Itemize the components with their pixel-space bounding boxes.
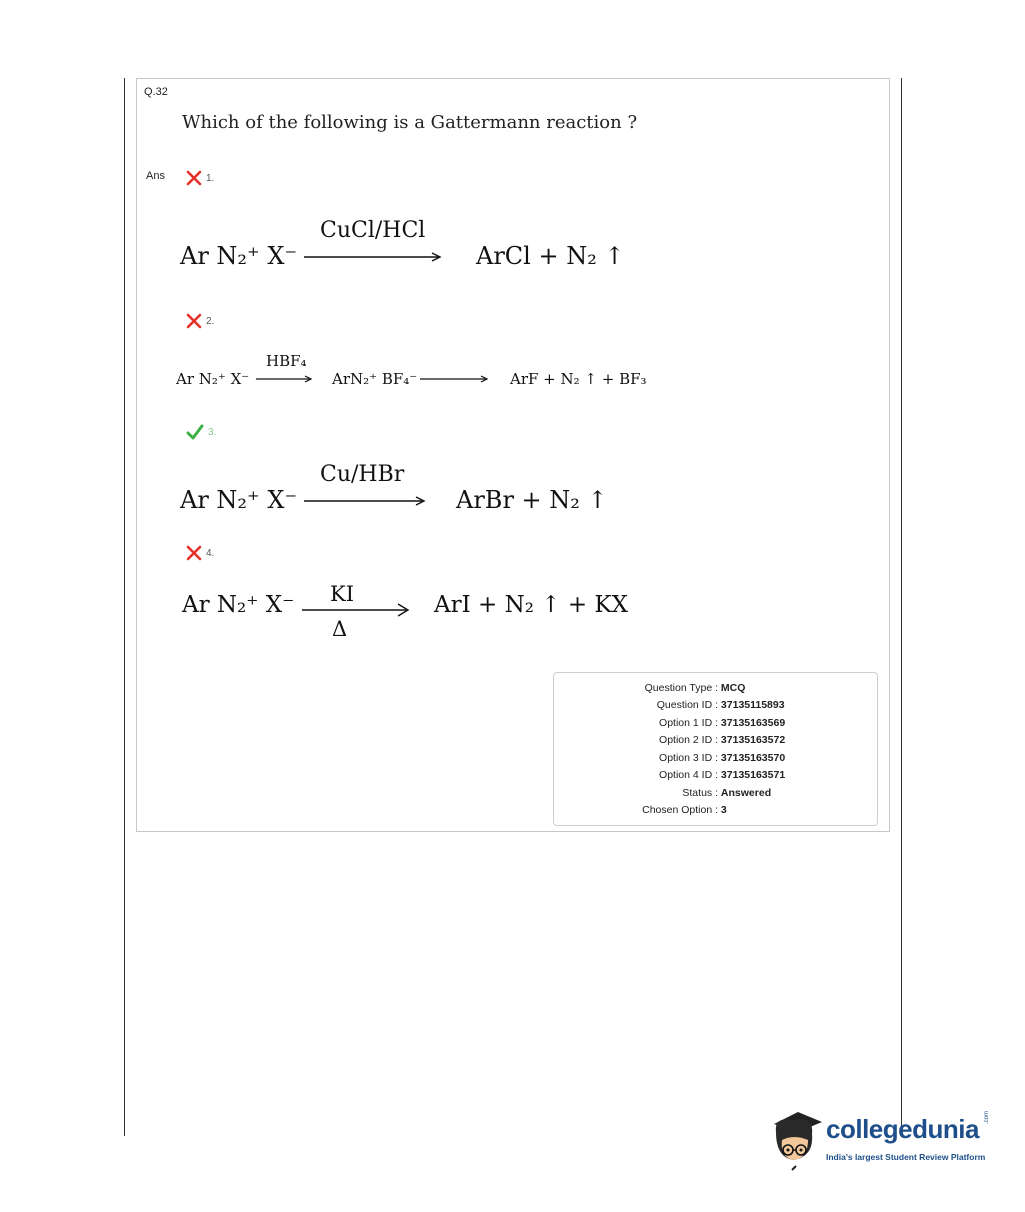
option-1-number: 1. — [206, 172, 215, 184]
check-mark-icon — [186, 424, 204, 440]
info-status: Status : Answered — [682, 787, 772, 799]
option-4-reagent: KI — [330, 582, 354, 606]
option-1-marker — [186, 170, 214, 186]
option-2-product: ArF + N₂ ↑ + BF₃ — [510, 370, 647, 388]
option-1-product: ArCl + N₂ ↑ — [476, 242, 625, 270]
option-2-marker — [186, 313, 214, 329]
info-chosen-option: Chosen Option : 3 — [642, 804, 727, 816]
cross-mark-icon — [186, 170, 202, 186]
option-4-reagent-below: Δ — [332, 617, 348, 641]
option-3-number: 3. — [208, 426, 217, 438]
option-1-reaction — [180, 218, 640, 278]
option-4-marker — [186, 545, 214, 561]
option-2-number: 2. — [206, 315, 215, 327]
option-4-reactant: Ar N₂⁺ X⁻ — [182, 592, 295, 618]
option-2-reagent: HBF₄ — [266, 352, 307, 370]
option-2-intermediate: ArN₂⁺ BF₄⁻ — [332, 370, 418, 388]
option-1-reagent: CuCl/HCl — [320, 218, 426, 243]
brand-watermark — [764, 1104, 994, 1174]
option-4-product: ArI + N₂ ↑ + KX — [434, 592, 628, 618]
option-4-number: 4. — [206, 547, 215, 559]
cross-mark-icon — [186, 545, 202, 561]
brand-suffix: .com — [984, 1110, 990, 1124]
brand-tagline: India's largest Student Review Platform — [826, 1152, 986, 1162]
option-3-product: ArBr + N₂ ↑ — [456, 486, 608, 514]
question-text: Which of the following is a Gattermann reaction ? — [182, 112, 638, 133]
info-question-type: Question Type : MCQ — [644, 682, 746, 694]
info-option-2-id: Option 2 ID : 37135163572 — [659, 734, 786, 746]
option-1-reactant: Ar N₂⁺ X⁻ — [180, 242, 298, 270]
option-2-arrow-2 — [420, 373, 492, 385]
question-number: Q.32 — [144, 86, 168, 98]
info-question-id: Question ID : 37135115893 — [656, 699, 785, 711]
page-left-border — [124, 78, 125, 1136]
option-4-reaction — [182, 580, 652, 650]
answer-label: Ans — [146, 170, 165, 182]
mascot-logo-icon — [764, 1106, 824, 1172]
option-2-arrow-1 — [256, 373, 316, 385]
info-option-3-id: Option 3 ID : 37135163570 — [659, 752, 786, 764]
info-option-4-id: Option 4 ID : 37135163571 — [659, 769, 786, 781]
info-option-1-id: Option 1 ID : 37135163569 — [659, 717, 786, 729]
option-2-reactant: Ar N₂⁺ X⁻ — [176, 370, 250, 388]
option-3-reagent: Cu/HBr — [320, 462, 405, 487]
question-info-box — [553, 672, 878, 826]
option-3-reaction — [180, 462, 640, 522]
option-4-arrow — [302, 603, 412, 617]
option-3-reactant: Ar N₂⁺ X⁻ — [180, 486, 298, 514]
cross-mark-icon — [186, 313, 202, 329]
brand-name: collegedunia — [826, 1114, 979, 1144]
page-right-border — [901, 78, 902, 1136]
option-1-arrow — [304, 250, 444, 264]
option-3-arrow — [304, 494, 428, 508]
option-3-marker — [186, 424, 216, 440]
option-2-reaction — [176, 352, 656, 396]
